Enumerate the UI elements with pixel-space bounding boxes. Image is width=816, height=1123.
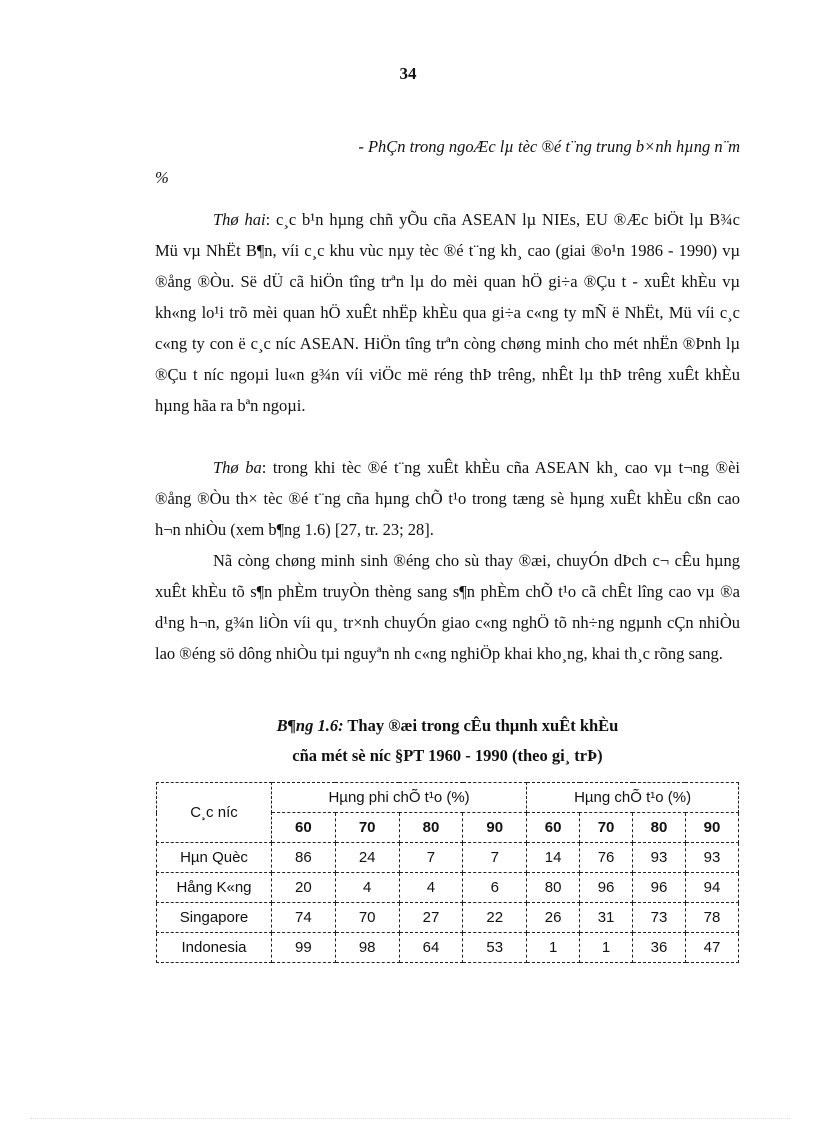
value-cell: 64 <box>399 933 463 963</box>
country-cell: Hång K«ng <box>157 873 272 903</box>
value-cell: 14 <box>527 843 580 873</box>
value-cell: 74 <box>272 903 336 933</box>
value-cell: 36 <box>633 933 686 963</box>
page-bottom-rule <box>30 1118 790 1119</box>
year-header: 70 <box>580 813 633 843</box>
value-cell: 96 <box>633 873 686 903</box>
country-column-header: C¸c níc <box>157 783 272 843</box>
value-cell: 1 <box>527 933 580 963</box>
paragraph-lead: Thø ba <box>213 458 262 477</box>
paragraph-thu-ba <box>155 452 740 545</box>
value-cell: 1 <box>580 933 633 963</box>
paragraph-text: : c¸c b¹n hµng chñ yÕu cña ASEAN lµ NIEs, EU ®Æc biÖt lµ B¾c Mü vµ NhËt B¶n, víi c¸c khu vùc nµy tèc ®é t¨ng kh¸ cao (giai ®o¹n 1986 - 1990) vµ ®ång ®Òu. Së dÜ cã hiÖn tîng trªn lµ do mèi quan hÖ gi÷a ®Çu t - xuÊt khÈu vµ kh«ng lo¹i trõ mèi quan hÖ xuÊt nhËp khÈu qua gi÷a c«ng ty mÑ ë NhËt, Mü víi c¸c c«ng ty con ë c¸c níc ASEAN. HiÖn tîng trªn còng chøng minh cho mét nhËn ®Þnh lµ ®Çu t níc ngoµi lu«n g¾n víi viÖc më réng thÞ trêng, nhÊt lµ thÞ trêng xuÊt khÈu hµng hãa ra bªn ngoµi. <box>155 210 740 415</box>
value-cell: 93 <box>685 843 738 873</box>
paragraph-lead: Thø hai <box>213 210 266 229</box>
value-cell: 6 <box>463 873 527 903</box>
table-row <box>157 873 739 903</box>
paragraph-text: Nã còng chøng minh sinh ®éng cho sù thay ®æi, chuyÓn dÞch c¬ cÊu hµng xuÊt khÈu tõ s¶n phÈm truyÒn thèng sang s¶n phÈm chÕ t¹o cã chÊt lîng cao vµ ®a d¹ng h¬n, g¾n liÒn víi qu¸ tr×nh chuyÓn giao c«ng nghÖ tõ nh÷ng ngµnh cÇn nhiÒu lao ®éng sö dông nhiÒu tµi nguyªn nh c«ng nghiÖp khai kho¸ng, khai th¸c rõng sang. <box>155 551 740 663</box>
value-cell: 78 <box>685 903 738 933</box>
value-cell: 76 <box>580 843 633 873</box>
year-header: 60 <box>527 813 580 843</box>
country-cell: Hµn Quèc <box>157 843 272 873</box>
value-cell: 31 <box>580 903 633 933</box>
value-cell: 24 <box>335 843 399 873</box>
value-cell: 70 <box>335 903 399 933</box>
export-structure-table <box>156 782 739 963</box>
value-cell: 93 <box>633 843 686 873</box>
manufactured-header: Hµng chÕ t¹o (%) <box>527 783 739 813</box>
caption-line-1 <box>155 711 740 741</box>
table-row <box>157 843 739 873</box>
value-cell: 73 <box>633 903 686 933</box>
year-header: 90 <box>685 813 738 843</box>
paragraph-thu-hai <box>155 204 740 421</box>
value-cell: 27 <box>399 903 463 933</box>
value-cell: 96 <box>580 873 633 903</box>
year-header: 80 <box>399 813 463 843</box>
year-header: 90 <box>463 813 527 843</box>
intro-percent: % <box>155 168 169 187</box>
value-cell: 94 <box>685 873 738 903</box>
year-header: 60 <box>272 813 336 843</box>
caption-line-2: cña mét sè níc §PT 1960 - 1990 (theo gi¸ trÞ) <box>292 746 603 765</box>
value-cell: 22 <box>463 903 527 933</box>
value-cell: 4 <box>335 873 399 903</box>
paragraph-text: : trong khi tèc ®é t¨ng xuÊt khÈu cña ASEAN kh¸ cao vµ t¬ng ®èi ®ång ®Òu th× tèc ®é t¨ng cña hµng chÕ t¹o trong tæng sè hµng xuÊt khÈu cßn cao h¬n nhiÒu (xem b¶ng 1.6) [27, tr. 23; 28]. <box>155 458 740 539</box>
value-cell: 4 <box>399 873 463 903</box>
table-row <box>157 933 739 963</box>
year-header: 70 <box>335 813 399 843</box>
value-cell: 98 <box>335 933 399 963</box>
value-cell: 7 <box>463 843 527 873</box>
year-header: 80 <box>633 813 686 843</box>
value-cell: 47 <box>685 933 738 963</box>
paragraph-conclusion <box>155 545 740 669</box>
table-caption <box>155 711 740 771</box>
non-manufactured-header: Hµng phi chÕ t¹o (%) <box>272 783 527 813</box>
page-number: 34 <box>399 64 417 83</box>
caption-label: B¶ng 1.6: <box>276 716 344 735</box>
value-cell: 53 <box>463 933 527 963</box>
caption-title: Thay ®æi trong cÊu thµnh xuÊt khÈu <box>343 716 619 735</box>
value-cell: 99 <box>272 933 336 963</box>
value-cell: 26 <box>527 903 580 933</box>
value-cell: 86 <box>272 843 336 873</box>
value-cell: 20 <box>272 873 336 903</box>
table-row <box>157 903 739 933</box>
value-cell: 80 <box>527 873 580 903</box>
intro-line: - PhÇn trong ngoÆc lµ tèc ®é t¨ng trung b×nh hµng n¨m <box>358 137 740 156</box>
country-cell: Singapore <box>157 903 272 933</box>
value-cell: 7 <box>399 843 463 873</box>
country-cell: Indonesia <box>157 933 272 963</box>
